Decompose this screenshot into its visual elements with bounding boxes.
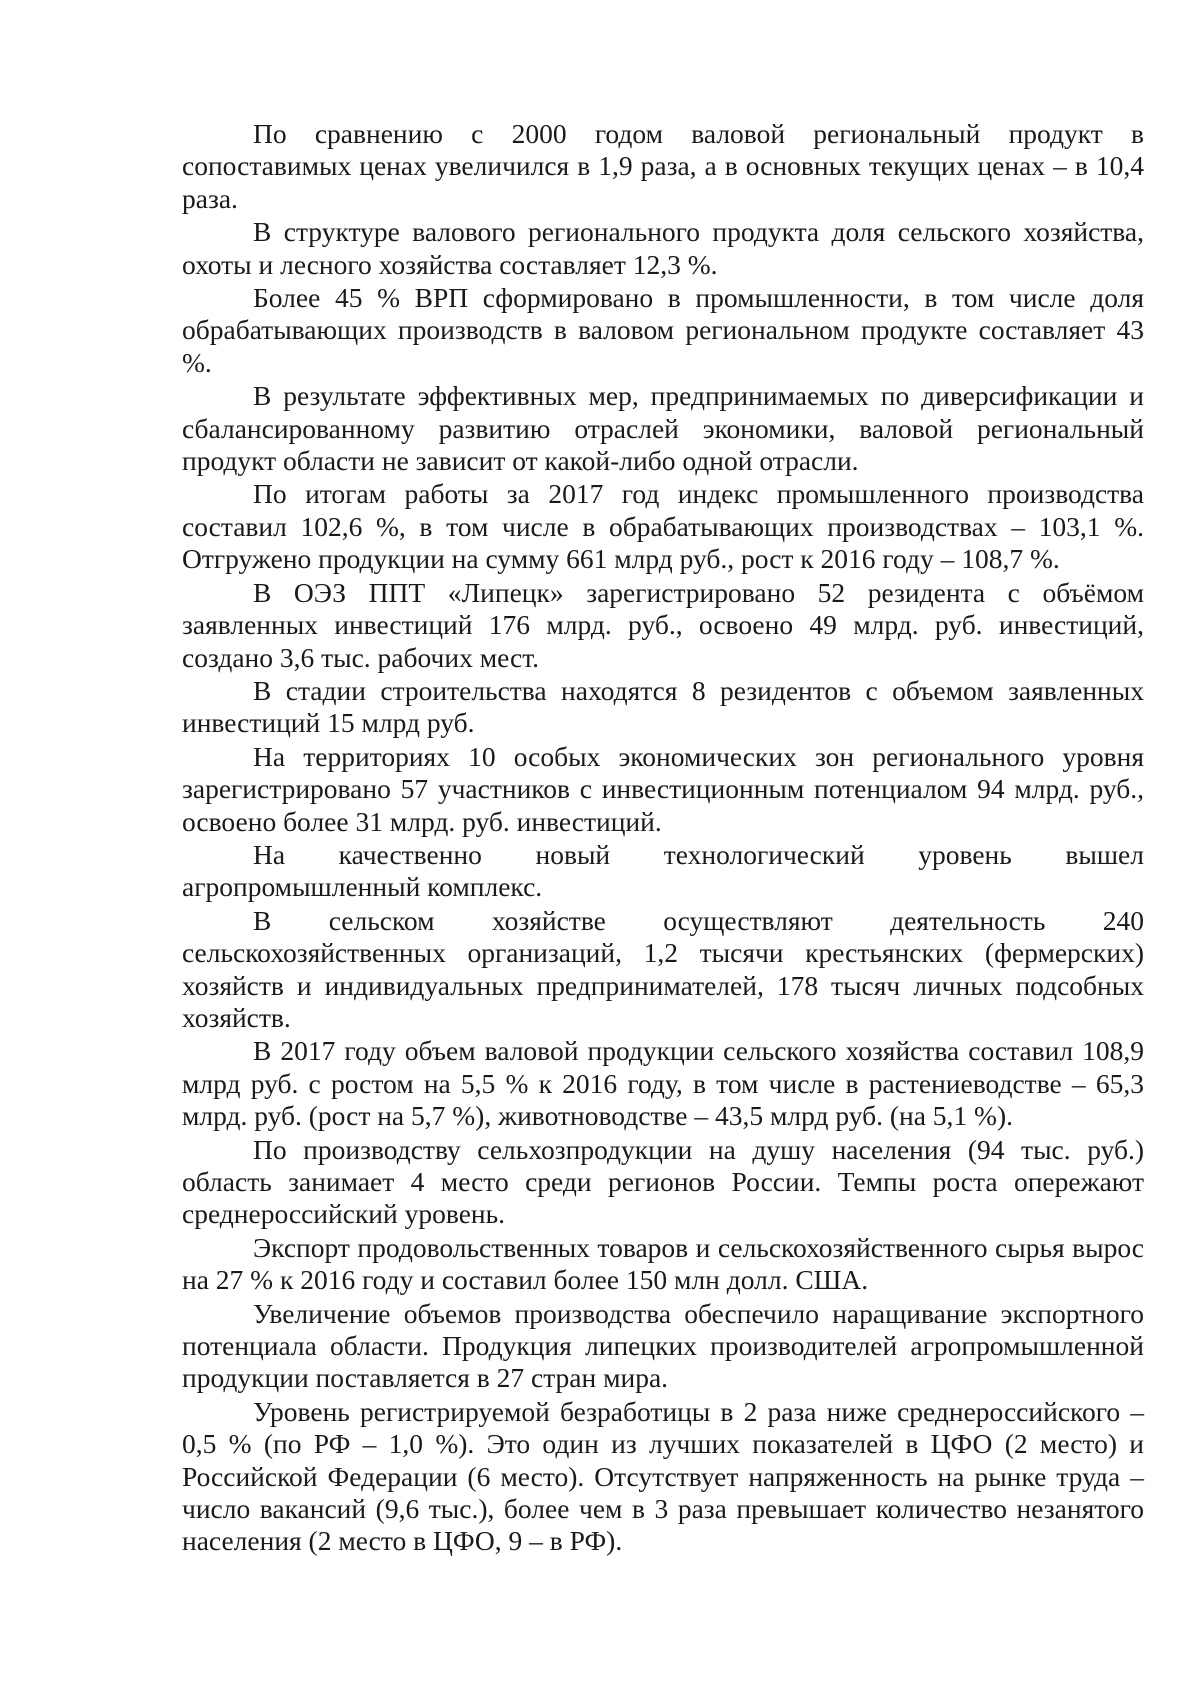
paragraph-agro-complex: На качественно новый технологический уровень вышел агропромышленный комплекс. [182,838,1144,903]
paragraph-industry-share: Более 45 % ВРП сформировано в промышленности, в том числе доля обрабатывающих производств в валовом региональном продукте составляет 43 %. [182,282,1144,378]
paragraph-unemployment: Уровень регистрируемой безработицы в 2 раза ниже среднероссийского – 0,5 % (по РФ – 1,0 %). Это один из лучших показателей в ЦФО (2 место) и Российской Федерации (6 место). Отсутствует напряженность на рынке труда – число вакансий (9,6 тыс.), более чем в 3 раза превышает количество незанятого населения (2 место в ЦФО, 9 – в РФ). [182,1395,1144,1557]
paragraph-agro-output: В 2017 году объем валовой продукции сельского хозяйства составил 108,9 млрд руб. с ростом на 5,5 % к 2016 году, в том числе в растениеводстве – 65,3 млрд. руб. (рост на 5,7 %), животноводстве – 43,5 млрд руб. (на 5,1 %). [182,1035,1144,1132]
paragraph-export-potential: Увеличение объемов производства обеспечило наращивание экспортного потенциала области. Продукция липецких производителей агропромышленной продукции поставляется в 27 стран мира. [182,1297,1144,1394]
paragraph-diversification: В результате эффективных мер, предпринимаемых по диверсификации и сбалансированному развитию отраслей экономики, валовой региональный продукт области не зависит от какой-либо одной отрасли. [182,380,1144,477]
paragraph-agriculture-share: В структуре валового регионального продукта доля сельского хозяйства, охоты и лесного хозяйства составляет 12,3 %. [182,216,1144,280]
paragraph-construction-residents: В стадии строительства находятся 8 резидентов с объемом заявленных инвестиций 15 млрд руб. [182,674,1144,739]
paragraph-grp-growth: По сравнению с 2000 годом валовой региональный продукт в сопоставимых ценах увеличился в 1,9 раза, а в основных текущих ценах – в 10,4 раза. [182,118,1144,214]
paragraph-regional-zones: На территориях 10 особых экономических зон регионального уровня зарегистрировано 57 участников с инвестиционным потенциалом 94 млрд. руб., освоено более 31 млрд. руб. инвестиций. [182,740,1144,837]
paragraph-export: Экспорт продовольственных товаров и сельскохозяйственного сырья вырос на 27 % к 2016 году и составил более 150 млн долл. США. [182,1231,1144,1296]
paragraph-sez-lipetsk: В ОЭЗ ППТ «Липецк» зарегистрировано 52 резидента с объёмом заявленных инвестиций 176 млрд. руб., освоено 49 млрд. руб. инвестиций, создано 3,6 тыс. рабочих мест. [182,576,1144,673]
paragraph-industrial-index: По итогам работы за 2017 год индекс промышленного производства составил 102,6 %, в том числе в обрабатывающих производствах – 103,1 %. Отгружено продукции на сумму 661 млрд руб., рост к 2016 году – 108,7 %. [182,478,1144,575]
document-body [182,118,1144,1559]
paragraph-per-capita: По производству сельхозпродукции на душу населения (94 тыс. руб.) область занимает 4 место среди регионов России. Темпы роста опережают среднероссийский уровень. [182,1133,1144,1230]
paragraph-agro-organizations: В сельском хозяйстве осуществляют деятельность 240 сельскохозяйственных организаций, 1,2 тысячи крестьянских (фермерских) хозяйств и индивидуальных предпринимателей, 178 тысяч личных подсобных хозяйств. [182,904,1144,1033]
